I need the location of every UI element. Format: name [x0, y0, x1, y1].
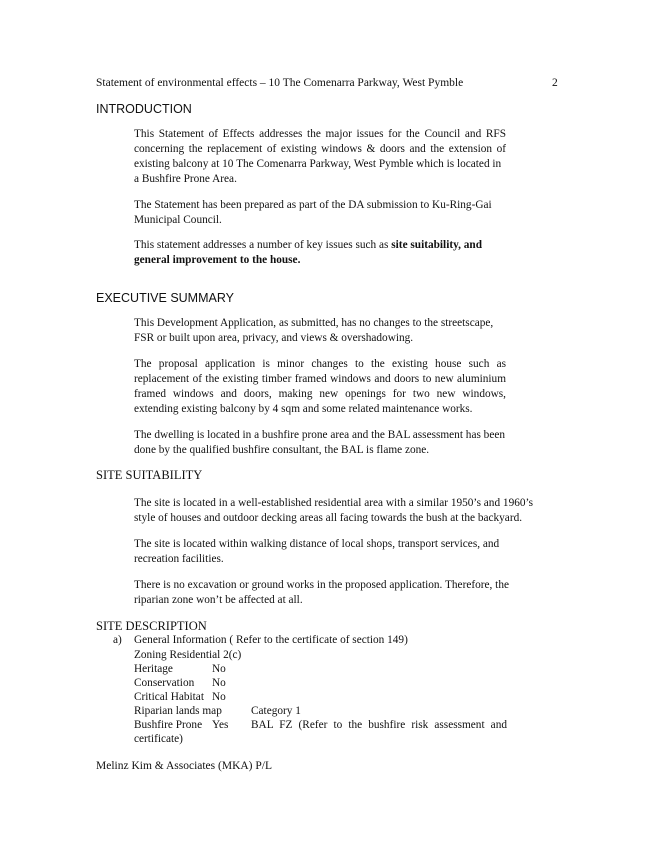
text-line: existing balcony at 10 The Comenarra Parkway, West Pymble which is located in	[134, 158, 502, 170]
text-bold: site suitability, and	[391, 239, 482, 251]
bushfire-prone-extra: BAL FZ (Refer to the bushfire risk assessment and	[251, 719, 507, 731]
heritage-label: Heritage	[134, 663, 173, 675]
text-bold: general improvement to the house.	[134, 254, 301, 266]
introduction-paragraph-3	[134, 238, 506, 268]
executive-summary-paragraph-3	[134, 428, 506, 458]
text-line: a Bushfire Prone Area.	[134, 173, 237, 185]
page-number: 2	[552, 77, 558, 89]
riparian-lands-extra: Category 1	[251, 705, 301, 717]
conservation-label: Conservation	[134, 677, 195, 689]
list-marker: a)	[113, 634, 122, 646]
text-line: done by the qualified bushfire consultant, the BAL is flame zone.	[134, 444, 430, 456]
text-line: extending existing balcony by 4 sqm and some related maintenance works.	[134, 403, 473, 415]
critical-habitat-label: Critical Habitat	[134, 691, 204, 703]
riparian-lands-label: Riparian lands map	[134, 705, 222, 717]
text-line: The proposal application is minor changes to the existing house such as	[134, 358, 506, 370]
text-line: style of houses and outdoor decking areas all facing towards the bush at the backyard.	[134, 512, 523, 524]
executive-summary-paragraph-1	[134, 316, 506, 346]
zoning-line: Zoning Residential 2(c)	[134, 649, 242, 661]
text-line	[134, 238, 506, 253]
site-suitability-paragraph-1	[134, 496, 534, 526]
text-line: recreation facilities.	[134, 553, 224, 565]
text-line: The site is located within walking distance of local shops, transport services, and	[134, 538, 500, 550]
page-footer: Melinz Kim & Associates (MKA) P/L	[96, 760, 272, 772]
general-information-title: General Information ( Refer to the certificate of section 149)	[134, 634, 408, 646]
page-header-title: Statement of environmental effects – 10 The Comenarra Parkway, West Pymble	[96, 77, 464, 89]
text-line: Municipal Council.	[134, 214, 222, 226]
text-line: This Development Application, as submitted, has no changes to the streetscape,	[134, 317, 494, 329]
introduction-heading: INTRODUCTION	[96, 102, 192, 116]
text-line: The site is located in a well-established residential area with a similar 1950’s and 1960’s	[134, 497, 534, 509]
bushfire-prone-label: Bushfire Prone	[134, 719, 203, 731]
text-line: This Statement of Effects addresses the major issues for the Council and RFS	[134, 128, 506, 140]
text-line: replacement of the existing timber framed windows and doors to new aluminium	[134, 373, 506, 385]
text-line: The Statement has been prepared as part of the DA submission to Ku-Ring-Gai	[134, 199, 492, 211]
text-line: FSR or built upon area, privacy, and views & overshadowing.	[134, 332, 414, 344]
heritage-value: No	[212, 663, 226, 675]
bushfire-prone-value: Yes	[212, 719, 229, 731]
text-line: riparian zone won’t be affected at all.	[134, 594, 303, 606]
text-line	[134, 253, 506, 268]
text-line: framed windows and doors, making new openings for two new windows,	[134, 388, 506, 400]
executive-summary-heading: EXECUTIVE SUMMARY	[96, 291, 234, 305]
site-suitability-paragraph-3	[134, 578, 509, 608]
text-line: concerning the replacement of existing windows & doors and the extension of	[134, 143, 506, 155]
conservation-value: No	[212, 677, 226, 689]
site-suitability-paragraph-2	[134, 537, 506, 567]
critical-habitat-value: No	[212, 691, 226, 703]
introduction-paragraph-2	[134, 198, 506, 228]
text-line: The dwelling is located in a bushfire prone area and the BAL assessment has been	[134, 429, 506, 441]
text-normal: This statement addresses a number of key issues such as	[134, 239, 392, 251]
executive-summary-paragraph-2	[134, 357, 506, 417]
introduction-paragraph-1	[134, 127, 506, 187]
text-line: There is no excavation or ground works in the proposed application. Therefore, the	[134, 579, 509, 591]
bushfire-continuation: certificate)	[134, 733, 183, 745]
site-description-heading: SITE DESCRIPTION	[96, 619, 207, 633]
site-suitability-heading: SITE SUITABILITY	[96, 468, 203, 482]
